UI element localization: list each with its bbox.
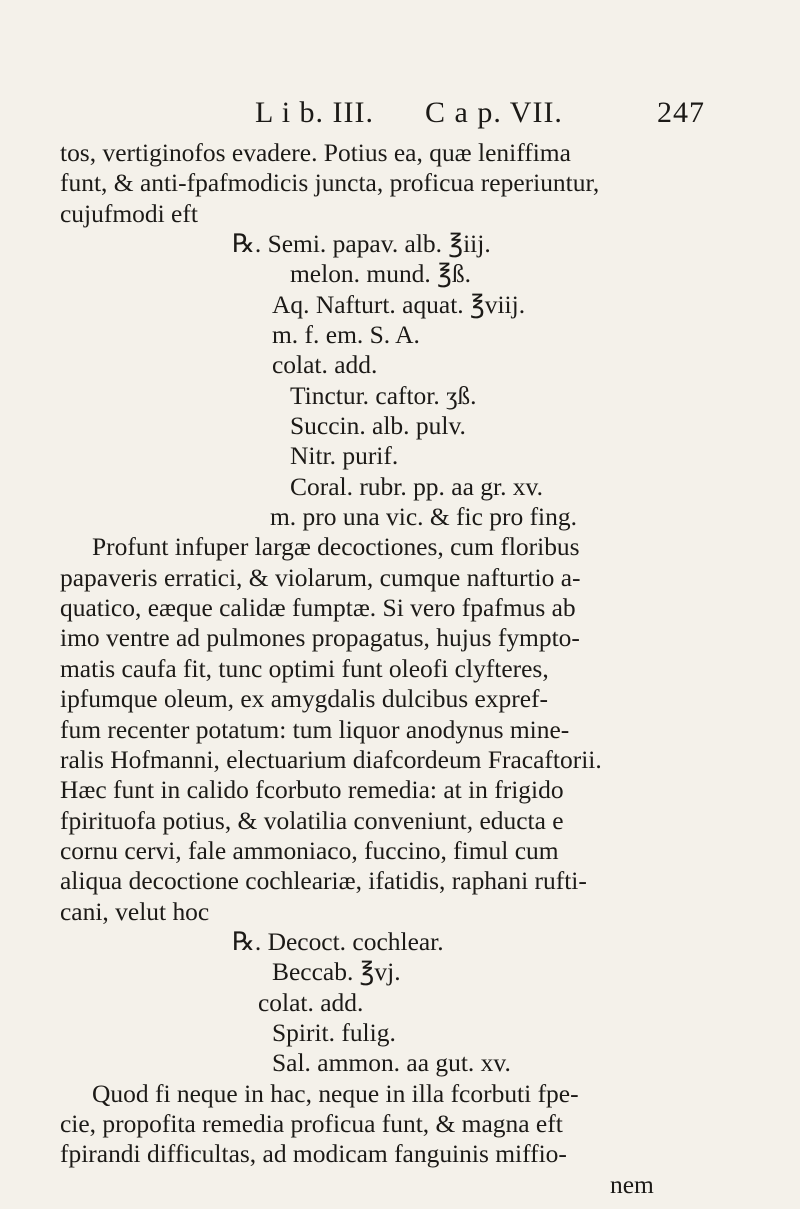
text-line: quatico, eæque calidæ fumptæ. Si vero fpafmus ab <box>60 593 576 623</box>
recipe-line: Coral. rubr. pp. aa gr. xv. <box>290 471 543 501</box>
recipe-line: melon. mund. ℥ß. <box>290 259 471 289</box>
recipe-line: Nitr. purif. <box>290 441 399 471</box>
recipe-line: Sal. ammon. aa gut. xv. <box>272 1048 511 1078</box>
recipe-line: Aq. Nafturt. aquat. ℥viij. <box>272 289 526 319</box>
text-line: matis caufa fit, tunc optimi funt oleofi clyfteres, <box>60 653 549 683</box>
text-line: Profunt infuper largæ decoctiones, cum floribus <box>92 532 580 562</box>
text-line: imo ventre ad pulmones propagatus, hujus fympto- <box>60 623 580 653</box>
text-line: fpirandi difficultas, ad modicam fanguinis miffio- <box>60 1139 567 1169</box>
recipe-line: colat. add. <box>258 987 364 1017</box>
text-line: papaveris erratici, & violarum, cumque nafturtio a- <box>60 562 581 592</box>
recipe-line: m. f. em. S. A. <box>272 320 420 350</box>
recipe-line: colat. add. <box>272 350 378 380</box>
recipe-line: ℞. Decoct. cochlear. <box>232 926 444 956</box>
text-line: ralis Hofmanni, electuarium diafcordeum Fracaftorii. <box>60 744 602 774</box>
running-header <box>255 96 715 136</box>
header-page-number: 247 <box>657 96 705 129</box>
recipe-line: Spirit. fulig. <box>272 1017 396 1047</box>
text-line: cujufmodi eft <box>60 198 198 228</box>
recipe-line: ℞. Semi. papav. alb. ℥iij. <box>232 229 491 259</box>
text-line: fpirituofa potius, & volatilia conveniunt, educta e <box>60 805 564 835</box>
text-line: funt, & anti-fpafmodicis juncta, proficua reperiuntur, <box>60 168 600 198</box>
text-line: aliqua decoctione cochleariæ, ifatidis, raphani rufti- <box>60 866 587 896</box>
text-line: fum recenter potatum: tum liquor anodynus mine- <box>60 714 570 744</box>
header-book: L i b. III. <box>255 96 375 129</box>
recipe-line: Tinctur. caftor. ʒß. <box>290 380 477 410</box>
text-line: cani, velut hoc <box>60 896 210 926</box>
text-line: Hæc funt in calido fcorbuto remedia: at in frigido <box>60 775 564 805</box>
text-line: nem <box>610 1169 654 1199</box>
text-line: ipfumque oleum, ex amygdalis dulcibus expref- <box>60 684 549 714</box>
recipe-line: m. pro una vic. & fic pro fing. <box>270 502 577 532</box>
header-chapter: C a p. VII. <box>425 96 563 129</box>
recipe-line: Succin. alb. pulv. <box>290 411 466 441</box>
text-line: tos, vertiginofos evadere. Potius ea, quæ leniffima <box>60 138 571 167</box>
text-line: cornu cervi, fale ammoniaco, fuccino, fimul cum <box>60 835 559 865</box>
recipe-line: Beccab. ℥vj. <box>272 957 401 987</box>
text-line: Quod fi neque in hac, neque in illa fcorbuti fpe- <box>92 1078 579 1108</box>
text-line: cie, propofita remedia proficua funt, & magna eft <box>60 1108 563 1138</box>
